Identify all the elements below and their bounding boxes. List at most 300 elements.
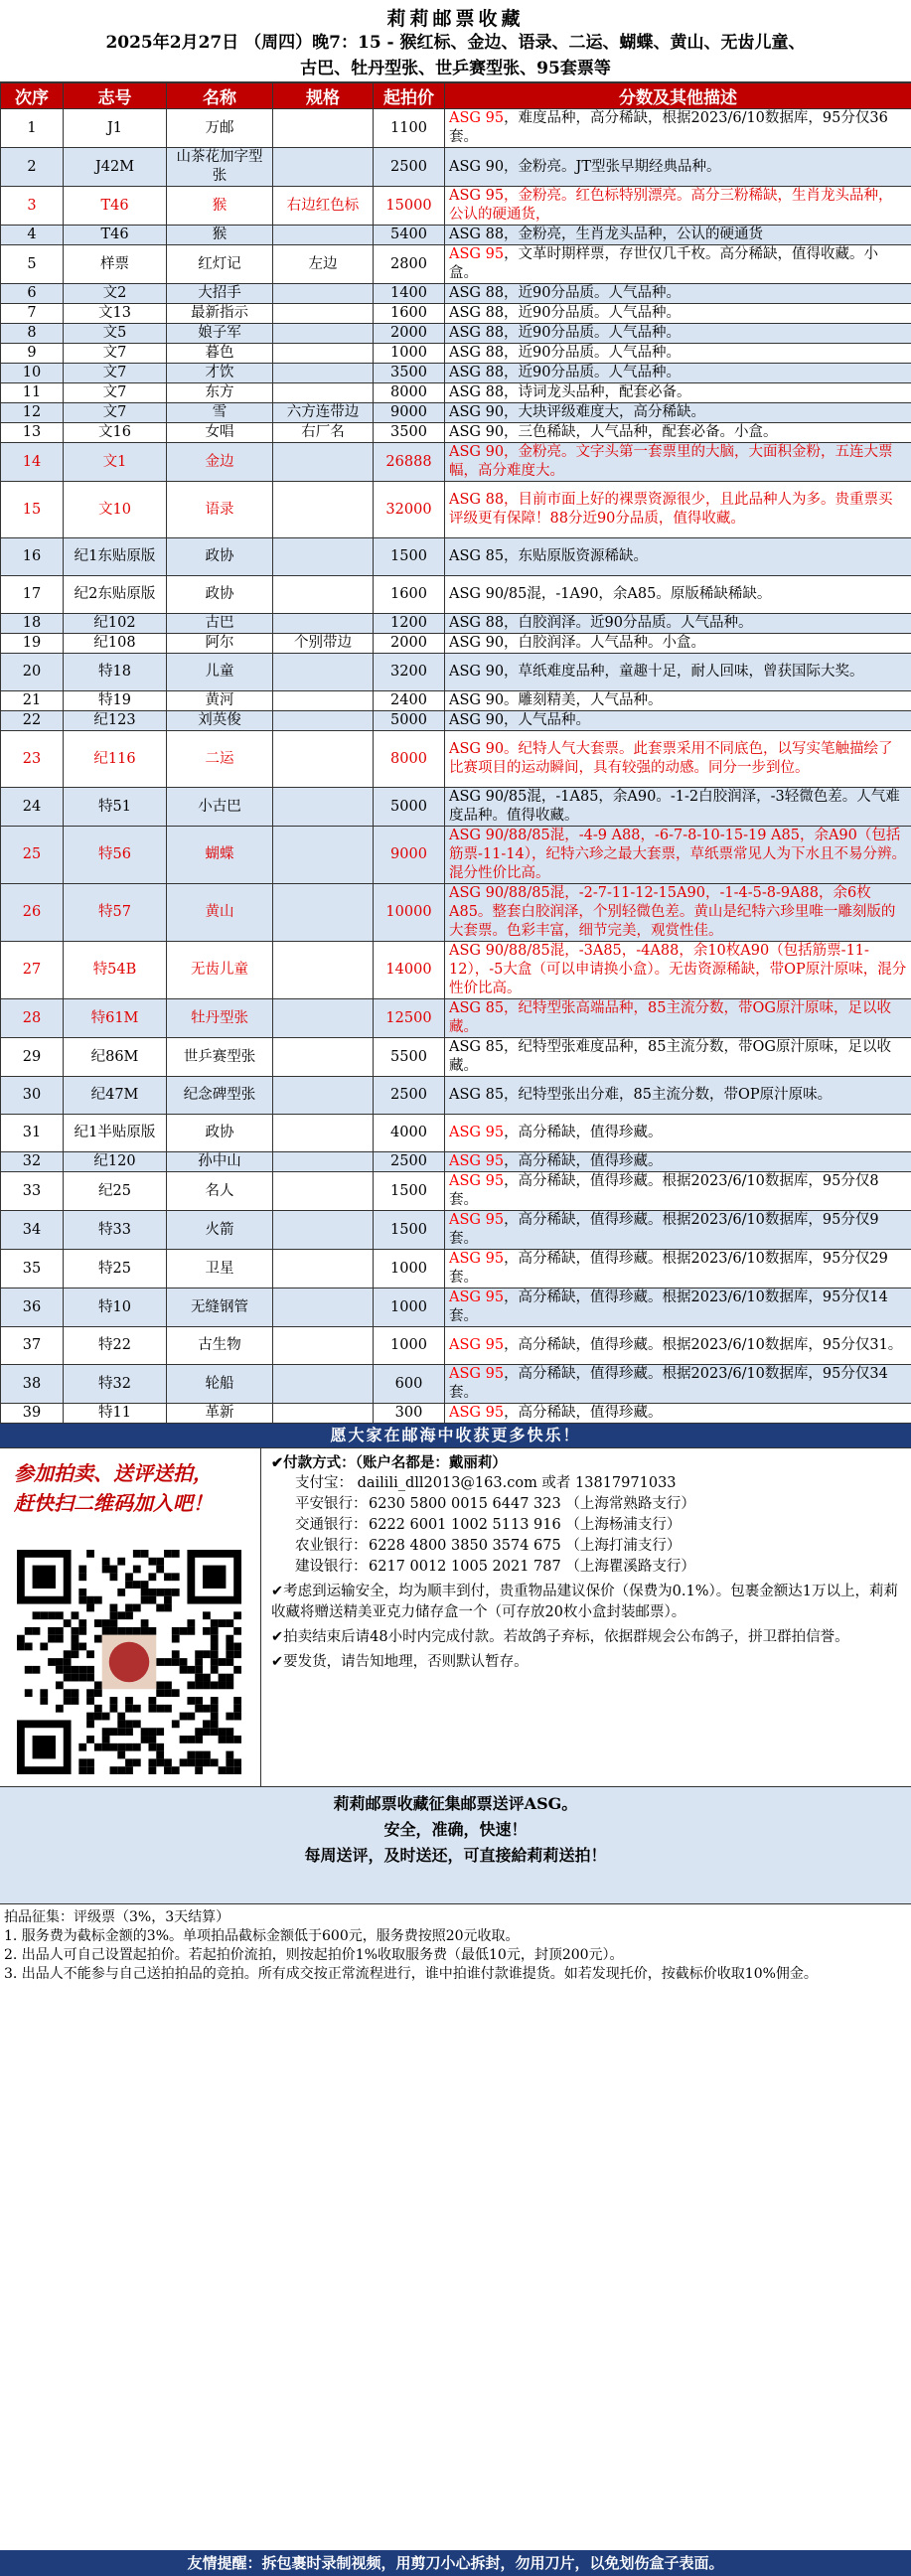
lot-number: 1 bbox=[1, 109, 64, 148]
shipping-note: ✔考虑到运输安全，均为顺丰到付，贵重物品建议保价（保费为0.1%）。包裹金额达1万以上，莉莉收藏将赠送精美亚克力储存盒一个（可存放20枚小盒封装邮票）。 bbox=[271, 1584, 898, 1620]
lot-description bbox=[445, 538, 911, 576]
lot-number: 33 bbox=[1, 1172, 64, 1211]
stamp-code: 文7 bbox=[64, 383, 167, 403]
lot-number: 28 bbox=[1, 999, 64, 1038]
start-price: 2500 bbox=[374, 1152, 445, 1172]
table-row bbox=[1, 1365, 911, 1404]
table-row bbox=[1, 1327, 911, 1365]
description-text: ASG 88，近90分品质。人气品种。 bbox=[449, 305, 681, 321]
start-price: 1200 bbox=[374, 614, 445, 634]
stamp-code: 文13 bbox=[64, 304, 167, 324]
description-text: ASG 90，草纸难度品种，童趣十足，耐人回味，曾获国际大奖。 bbox=[449, 664, 864, 680]
start-price: 32000 bbox=[374, 482, 445, 538]
table-row bbox=[1, 364, 911, 383]
lot-description bbox=[445, 1288, 911, 1327]
join-panel bbox=[0, 1448, 261, 1786]
stamp-code: 文7 bbox=[64, 364, 167, 383]
stamp-code: 纪116 bbox=[64, 731, 167, 788]
start-price: 10000 bbox=[374, 884, 445, 942]
description-text: ASG 90，人气品种。 bbox=[449, 712, 591, 728]
stamp-name: 东方 bbox=[167, 383, 273, 403]
table-row bbox=[1, 576, 911, 614]
stamp-code: 特51 bbox=[64, 788, 167, 827]
lot-number: 17 bbox=[1, 576, 64, 614]
friendly-reminder: 友情提醒：拆包裹时录制视频，用剪刀小心拆封，勿用刀片，以免划伤盒子表面。 bbox=[0, 2550, 911, 2576]
description-text: ASG 90。雕刻精美，人气品种。 bbox=[449, 692, 663, 708]
start-price: 26888 bbox=[374, 443, 445, 482]
asg-grade: ASG 95 bbox=[449, 246, 505, 262]
spec bbox=[273, 576, 374, 614]
asg-grade: ASG 95 bbox=[449, 1366, 505, 1382]
asg-grade: ASG 95 bbox=[449, 1125, 505, 1140]
asg-grade: ASG 95 bbox=[449, 1212, 505, 1228]
table-row bbox=[1, 538, 911, 576]
stamp-name: 政协 bbox=[167, 538, 273, 576]
spec bbox=[273, 538, 374, 576]
stamp-name: 世乒赛型张 bbox=[167, 1038, 273, 1077]
bank-account[interactable]: 6217 0012 1005 2021 787 （上海瞿溪路支行） bbox=[369, 1559, 695, 1575]
lot-number: 3 bbox=[1, 187, 64, 226]
stamp-code: 纪1东贴原版 bbox=[64, 538, 167, 576]
lot-number: 6 bbox=[1, 284, 64, 304]
lot-description bbox=[445, 576, 911, 614]
start-price: 1000 bbox=[374, 344, 445, 364]
description-text: ASG 85，纪特型张难度品种，85主流分数，带OG原汁原味，足以收藏。 bbox=[449, 1039, 891, 1074]
stamp-name: 黄河 bbox=[167, 691, 273, 711]
alipay-line bbox=[271, 1473, 901, 1494]
start-price: 15000 bbox=[374, 187, 445, 226]
stamp-code: 样票 bbox=[64, 245, 167, 284]
lot-table bbox=[0, 82, 911, 1424]
stamp-name: 山茶花加字型张 bbox=[167, 148, 273, 187]
bank-line bbox=[271, 1515, 901, 1536]
rule-item: 3. 出品人不能参与自己送拍拍品的竞拍。所有成交按正常流程进行，谁中拍谁付款谁提货。如若发现托价，按截标价收取10%佣金。 bbox=[4, 1966, 818, 1982]
table-row bbox=[1, 999, 911, 1038]
lot-description bbox=[445, 383, 911, 403]
lot-number: 38 bbox=[1, 1365, 64, 1404]
spec bbox=[273, 884, 374, 942]
lot-number: 23 bbox=[1, 731, 64, 788]
stamp-name: 大招手 bbox=[167, 284, 273, 304]
table-row bbox=[1, 1172, 911, 1211]
header-name: 名称 bbox=[167, 83, 273, 109]
description-text: ASG 90/85混，-1A85，余A90。-1-2白胶润泽，-3轻微色差。人气难度品种。值得收藏。 bbox=[449, 789, 900, 824]
start-price: 2800 bbox=[374, 245, 445, 284]
spec bbox=[273, 1288, 374, 1327]
stamp-code: 特57 bbox=[64, 884, 167, 942]
lot-number: 2 bbox=[1, 148, 64, 187]
table-row bbox=[1, 1250, 911, 1288]
lot-number: 35 bbox=[1, 1250, 64, 1288]
spec: 左边 bbox=[273, 245, 374, 284]
collection-notice bbox=[0, 1787, 911, 1904]
bank-line bbox=[271, 1494, 901, 1515]
description-text: ASG 90，金粉亮。文字头第一套票里的大脑，大面积金粉，五连大票幅，高分难度大。 bbox=[449, 444, 893, 479]
stamp-name: 红灯记 bbox=[167, 245, 273, 284]
lot-number: 4 bbox=[1, 226, 64, 245]
description-text: ASG 88，近90分品质。人气品种。 bbox=[449, 285, 681, 301]
stamp-code: 特11 bbox=[64, 1404, 167, 1424]
description-text: ，高分稀缺，值得珍藏。根据2023/6/10数据库，95分仅34套。 bbox=[449, 1366, 888, 1401]
spec bbox=[273, 827, 374, 884]
spec bbox=[273, 148, 374, 187]
table-row bbox=[1, 827, 911, 884]
table-row bbox=[1, 1115, 911, 1152]
spec bbox=[273, 691, 374, 711]
description-text: ASG 90/85混，-1A90，余A85。原版稀缺稀缺。 bbox=[449, 586, 772, 602]
spec: 个别带边 bbox=[273, 634, 374, 654]
stamp-name: 孙中山 bbox=[167, 1152, 273, 1172]
lot-number: 26 bbox=[1, 884, 64, 942]
stamp-name: 无齿儿童 bbox=[167, 942, 273, 999]
start-price: 3500 bbox=[374, 423, 445, 443]
lot-description bbox=[445, 226, 911, 245]
header-no: 次序 bbox=[1, 83, 64, 109]
lot-description bbox=[445, 148, 911, 187]
table-row bbox=[1, 304, 911, 324]
lot-description bbox=[445, 284, 911, 304]
spec bbox=[273, 482, 374, 538]
stamp-code: 特25 bbox=[64, 1250, 167, 1288]
stamp-name: 最新指示 bbox=[167, 304, 273, 324]
stamp-name: 语录 bbox=[167, 482, 273, 538]
spec bbox=[273, 1365, 374, 1404]
description-text: ASG 88，近90分品质。人气品种。 bbox=[449, 325, 681, 341]
lot-number: 18 bbox=[1, 614, 64, 634]
start-price: 600 bbox=[374, 1365, 445, 1404]
spec bbox=[273, 942, 374, 999]
stamp-code: 文7 bbox=[64, 344, 167, 364]
stamp-code: 特22 bbox=[64, 1327, 167, 1365]
collect-line-2: 安全，准确，快速！ bbox=[383, 1820, 528, 1839]
spec: 右边红色标 bbox=[273, 187, 374, 226]
lot-number: 29 bbox=[1, 1038, 64, 1077]
description-text: ，高分稀缺，值得珍藏。 bbox=[504, 1125, 663, 1140]
spec bbox=[273, 1250, 374, 1288]
table-row bbox=[1, 1152, 911, 1172]
description-text: ，高分稀缺，值得珍藏。根据2023/6/10数据库，95分仅9套。 bbox=[449, 1212, 879, 1247]
stamp-name: 革新 bbox=[167, 1404, 273, 1424]
lot-number: 16 bbox=[1, 538, 64, 576]
lot-description bbox=[445, 1115, 911, 1152]
lot-description bbox=[445, 942, 911, 999]
bank-label: 建设银行： bbox=[295, 1559, 368, 1575]
asg-grade: ASG 95 bbox=[449, 1405, 505, 1421]
rule-item: 2. 出品人可自己设置起拍价。若起拍价流拍，则按起拍价1%收取服务费（最低10元，封顶200元）。 bbox=[4, 1947, 624, 1963]
stamp-code: 特33 bbox=[64, 1211, 167, 1250]
stamp-name: 古巴 bbox=[167, 614, 273, 634]
start-price: 2500 bbox=[374, 148, 445, 187]
bank-account[interactable]: 6230 5800 0015 6447 323 （上海常熟路支行） bbox=[369, 1496, 695, 1512]
spec bbox=[273, 788, 374, 827]
lot-description bbox=[445, 324, 911, 344]
lot-description bbox=[445, 187, 911, 226]
start-price: 5500 bbox=[374, 1038, 445, 1077]
spec bbox=[273, 1115, 374, 1152]
stamp-name: 政协 bbox=[167, 576, 273, 614]
stamp-code: 文2 bbox=[64, 284, 167, 304]
stamp-code: 纪123 bbox=[64, 711, 167, 731]
rule-item: 1. 服务费为截标金额的3%。单项拍品截标金额低于600元，服务费按照20元收取。 bbox=[4, 1928, 520, 1944]
lot-description bbox=[445, 1404, 911, 1424]
lot-number: 20 bbox=[1, 654, 64, 691]
stamp-code: 纪2东贴原版 bbox=[64, 576, 167, 614]
spec bbox=[273, 999, 374, 1038]
description-text: ASG 88，近90分品质。人气品种。 bbox=[449, 365, 681, 380]
start-price: 2000 bbox=[374, 634, 445, 654]
lot-number: 19 bbox=[1, 634, 64, 654]
stamp-name: 女唱 bbox=[167, 423, 273, 443]
spec bbox=[273, 1152, 374, 1172]
lot-number: 39 bbox=[1, 1404, 64, 1424]
header-code: 志号 bbox=[64, 83, 167, 109]
table-row bbox=[1, 731, 911, 788]
lot-description bbox=[445, 1365, 911, 1404]
start-price: 1600 bbox=[374, 576, 445, 614]
table-row bbox=[1, 423, 911, 443]
stamp-code: 文10 bbox=[64, 482, 167, 538]
start-price: 1000 bbox=[374, 1250, 445, 1288]
start-price: 4000 bbox=[374, 1115, 445, 1152]
table-row bbox=[1, 226, 911, 245]
table-row bbox=[1, 654, 911, 691]
stamp-name: 猴 bbox=[167, 187, 273, 226]
start-price: 9000 bbox=[374, 403, 445, 423]
table-row bbox=[1, 187, 911, 226]
start-price: 5000 bbox=[374, 711, 445, 731]
bank-label: 农业银行： bbox=[295, 1538, 368, 1554]
stamp-code: 特10 bbox=[64, 1288, 167, 1327]
join-line-2: 赶快扫二维码加入吧！ bbox=[14, 1491, 213, 1515]
bank-account[interactable]: 6222 6001 1002 5113 916 （上海杨浦支行） bbox=[369, 1517, 682, 1533]
description-text: ASG 88，白胶润泽。近90分品质。人气品种。 bbox=[449, 615, 753, 631]
table-row bbox=[1, 884, 911, 942]
start-price: 12500 bbox=[374, 999, 445, 1038]
spec bbox=[273, 1038, 374, 1077]
lot-number: 8 bbox=[1, 324, 64, 344]
table-row bbox=[1, 324, 911, 344]
bank-account[interactable]: 6228 4800 3850 3574 675 （上海打浦支行） bbox=[369, 1538, 682, 1554]
table-row bbox=[1, 284, 911, 304]
lot-description bbox=[445, 884, 911, 942]
stamp-name: 政协 bbox=[167, 1115, 273, 1152]
stamp-name: 无缝钢管 bbox=[167, 1288, 273, 1327]
spec: 六方连带边 bbox=[273, 403, 374, 423]
start-price: 300 bbox=[374, 1404, 445, 1424]
spec bbox=[273, 344, 374, 364]
stamp-name: 小古巴 bbox=[167, 788, 273, 827]
spec bbox=[273, 443, 374, 482]
description-text: ASG 88，近90分品质。人气品种。 bbox=[449, 345, 681, 361]
bank-line bbox=[271, 1536, 901, 1557]
description-text: ，高分稀缺，值得珍藏。根据2023/6/10数据库，95分仅31。 bbox=[504, 1337, 903, 1353]
lot-description bbox=[445, 1152, 911, 1172]
stamp-name: 猴 bbox=[167, 226, 273, 245]
start-price: 8000 bbox=[374, 731, 445, 788]
table-row bbox=[1, 788, 911, 827]
spec bbox=[273, 324, 374, 344]
table-row bbox=[1, 443, 911, 482]
start-price: 1000 bbox=[374, 1288, 445, 1327]
stamp-name: 卫星 bbox=[167, 1250, 273, 1288]
start-price: 5000 bbox=[374, 788, 445, 827]
spec: 右厂名 bbox=[273, 423, 374, 443]
spec bbox=[273, 1211, 374, 1250]
table-row bbox=[1, 148, 911, 187]
description-text: ASG 88，诗词龙头品种，配套必备。 bbox=[449, 384, 691, 400]
lot-description bbox=[445, 423, 911, 443]
lot-number: 13 bbox=[1, 423, 64, 443]
lot-number: 9 bbox=[1, 344, 64, 364]
stamp-code: 纪86M bbox=[64, 1038, 167, 1077]
spec bbox=[273, 1172, 374, 1211]
lot-description bbox=[445, 109, 911, 148]
payment-deadline-note: ✔拍卖结束后请48小时内完成付款。若故鸽子弃标，依据群规会公布鸽子，拼卫群拍信誉。 bbox=[271, 1629, 849, 1645]
description-text: ASG 88，金粉亮，生肖龙头品种，公认的硬通货 bbox=[449, 227, 764, 242]
stamp-code: 文1 bbox=[64, 443, 167, 482]
asg-grade: ASG 95 bbox=[449, 110, 505, 126]
description-text: ，文革时期样票，存世仅几千枚。高分稀缺，值得收藏。小盒。 bbox=[449, 246, 879, 281]
collect-line-1: 莉莉邮票收藏征集邮票送评ASG。 bbox=[333, 1794, 578, 1813]
stamp-name: 古生物 bbox=[167, 1327, 273, 1365]
stamp-code: 特19 bbox=[64, 691, 167, 711]
subtitle-line-2: 古巴、牡丹型张、世乒赛型张、95套票等 bbox=[300, 59, 611, 78]
stamp-name: 儿童 bbox=[167, 654, 273, 691]
spec bbox=[273, 226, 374, 245]
start-price: 1400 bbox=[374, 284, 445, 304]
contact-section bbox=[0, 1448, 911, 1787]
rules-heading: 拍品征集：评级票（3%，3天结算） bbox=[4, 1909, 230, 1925]
stamp-name: 雪 bbox=[167, 403, 273, 423]
spec bbox=[273, 109, 374, 148]
lot-description bbox=[445, 711, 911, 731]
bank-line bbox=[271, 1557, 901, 1578]
stamp-name: 名人 bbox=[167, 1172, 273, 1211]
stamp-name: 纪念碑型张 bbox=[167, 1077, 273, 1115]
lot-description bbox=[445, 1172, 911, 1211]
delivery-note: ✔要发货，请告知地理，否则默认暂存。 bbox=[271, 1654, 529, 1670]
stamp-code: 纪1半贴原版 bbox=[64, 1115, 167, 1152]
lot-description bbox=[445, 1211, 911, 1250]
table-row bbox=[1, 403, 911, 423]
stamp-code: 特54B bbox=[64, 942, 167, 999]
stamp-name: 暮色 bbox=[167, 344, 273, 364]
table-row bbox=[1, 482, 911, 538]
spec bbox=[273, 304, 374, 324]
table-row bbox=[1, 1077, 911, 1115]
start-price: 5400 bbox=[374, 226, 445, 245]
lot-number: 31 bbox=[1, 1115, 64, 1152]
description-text: ASG 90，金粉亮。JT型张早期经典品种。 bbox=[449, 158, 721, 175]
description-text: ASG 90，白胶润泽。人气品种。小盒。 bbox=[449, 635, 706, 651]
stamp-name: 才饮 bbox=[167, 364, 273, 383]
bank-label: 交通银行： bbox=[295, 1517, 368, 1533]
spec bbox=[273, 383, 374, 403]
stamp-name: 牡丹型张 bbox=[167, 999, 273, 1038]
description-text: ，高分稀缺，值得珍藏。 bbox=[504, 1405, 663, 1421]
table-row bbox=[1, 614, 911, 634]
description-text: ASG 85，东贴原版资源稀缺。 bbox=[449, 548, 649, 564]
qr-code-icon[interactable] bbox=[17, 1550, 241, 1774]
table-row bbox=[1, 942, 911, 999]
start-price: 1500 bbox=[374, 1172, 445, 1211]
header-desc: 分数及其他描述 bbox=[445, 83, 911, 109]
lot-description bbox=[445, 1038, 911, 1077]
spec bbox=[273, 731, 374, 788]
lot-description bbox=[445, 691, 911, 711]
lot-number: 10 bbox=[1, 364, 64, 383]
title-block bbox=[0, 0, 911, 82]
lot-description bbox=[445, 403, 911, 423]
stamp-code: J42M bbox=[64, 148, 167, 187]
description-text: ，高分稀缺，值得珍藏。根据2023/6/10数据库，95分仅29套。 bbox=[449, 1251, 888, 1286]
lot-number: 30 bbox=[1, 1077, 64, 1115]
lot-description bbox=[445, 731, 911, 788]
stamp-name: 阿尔 bbox=[167, 634, 273, 654]
stamp-name: 轮船 bbox=[167, 1365, 273, 1404]
lot-description bbox=[445, 827, 911, 884]
lot-number: 5 bbox=[1, 245, 64, 284]
start-price: 2400 bbox=[374, 691, 445, 711]
start-price: 14000 bbox=[374, 942, 445, 999]
asg-grade: ASG 95 bbox=[449, 1289, 505, 1305]
lot-description bbox=[445, 245, 911, 284]
start-price: 1000 bbox=[374, 1327, 445, 1365]
spec bbox=[273, 1077, 374, 1115]
payment-heading: ✔付款方式：（账户名都是：戴丽莉） bbox=[271, 1454, 507, 1471]
collect-line-3: 每周送评，及时送还，可直接給莉莉送拍！ bbox=[304, 1846, 607, 1865]
spec bbox=[273, 284, 374, 304]
description-text: ASG 90。纪特人气大套票。此套票采用不同底色，以写实笔触描绘了比赛项目的运动瞬间，具有较强的动感。同分一步到位。 bbox=[449, 741, 893, 776]
description-text: ASG 85，纪特型张出分难，85主流分数，带OP原汁原味。 bbox=[449, 1087, 833, 1103]
table-row bbox=[1, 691, 911, 711]
start-price: 1500 bbox=[374, 1211, 445, 1250]
lot-number: 12 bbox=[1, 403, 64, 423]
stamp-name: 万邮 bbox=[167, 109, 273, 148]
description-text: ，高分稀缺，值得珍藏。 bbox=[504, 1153, 663, 1169]
stamp-code: 特61M bbox=[64, 999, 167, 1038]
page-title: 莉莉邮票收藏 bbox=[386, 8, 525, 30]
stamp-code: J1 bbox=[64, 109, 167, 148]
table-row bbox=[1, 245, 911, 284]
spec bbox=[273, 614, 374, 634]
stamp-name: 娘子军 bbox=[167, 324, 273, 344]
table-row bbox=[1, 634, 911, 654]
lot-description bbox=[445, 999, 911, 1038]
start-price: 1600 bbox=[374, 304, 445, 324]
stamp-code: 特56 bbox=[64, 827, 167, 884]
lot-description bbox=[445, 1250, 911, 1288]
lot-description bbox=[445, 788, 911, 827]
start-price: 3500 bbox=[374, 364, 445, 383]
lot-description bbox=[445, 1077, 911, 1115]
lot-description bbox=[445, 364, 911, 383]
spec bbox=[273, 364, 374, 383]
wish-banner: 愿大家在邮海中收获更多快乐！ bbox=[0, 1424, 911, 1448]
stamp-code: 文5 bbox=[64, 324, 167, 344]
spec bbox=[273, 654, 374, 691]
alipay-value[interactable]: dailili_dll2013@163.com 或者 13817971033 bbox=[357, 1475, 677, 1491]
consignment-rules bbox=[0, 1904, 911, 2032]
stamp-name: 火箭 bbox=[167, 1211, 273, 1250]
asg-grade: ASG 95 bbox=[449, 1337, 505, 1353]
join-line-1: 参加拍卖、送评送拍， bbox=[14, 1461, 213, 1485]
table-row bbox=[1, 711, 911, 731]
lot-number: 21 bbox=[1, 691, 64, 711]
lot-number: 11 bbox=[1, 383, 64, 403]
lot-number: 27 bbox=[1, 942, 64, 999]
bank-label: 平安银行： bbox=[295, 1496, 368, 1512]
